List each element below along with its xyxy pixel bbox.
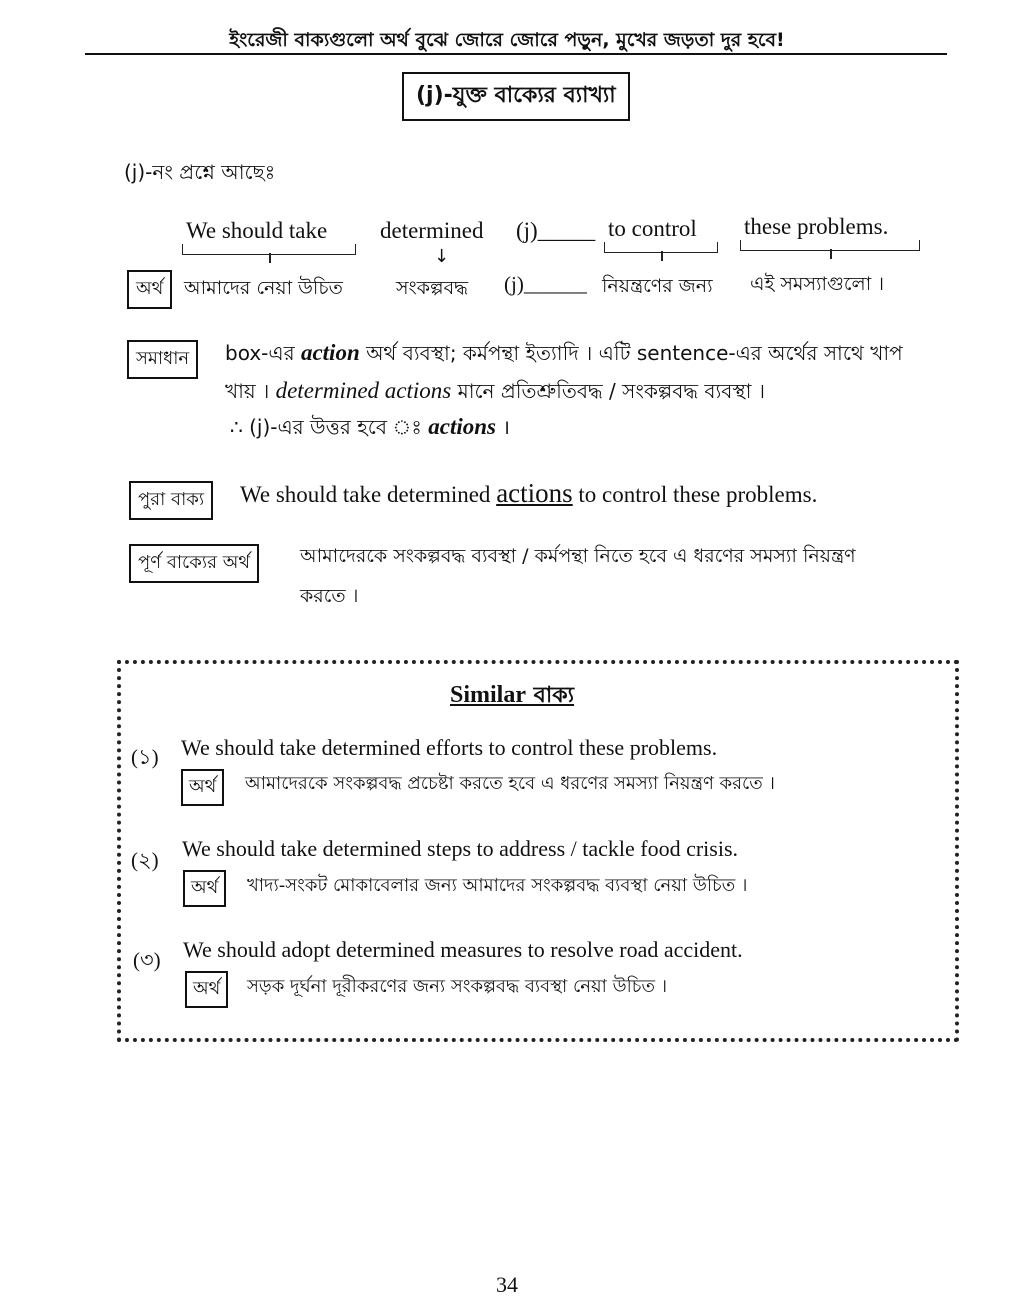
solution-line-3c: । <box>495 415 510 439</box>
bracket-5 <box>740 240 920 251</box>
meaning-part-4: নিয়ন্ত্রণের জন্য <box>602 275 713 297</box>
bracket-4 <box>604 242 718 253</box>
similar-item-3-bn: সড়ক দূর্ঘনা দূরীকরণের জন্য সংকল্পবদ্ধ ব্যবস্থা নেয়া উচিত । <box>247 976 668 997</box>
full-sentence-answer: actions <box>496 478 573 508</box>
page-header: ইংরেজী বাক্যগুলো অর্থ বুঝে জোরে জোরে পড়ুন, মুখের জড়তা দুর হবে! <box>229 29 785 51</box>
full-sentence-a: We should take determined <box>240 482 497 507</box>
header-rule <box>85 53 947 55</box>
meaning-label-box: অর্থ <box>127 270 172 309</box>
page-number: 34 <box>496 1272 518 1297</box>
full-sentence-b: to control these problems. <box>572 482 818 507</box>
down-arrow-icon: ↓ <box>434 246 450 267</box>
solution-answer: actions <box>428 414 496 439</box>
solution-line-2c: মানে প্রতিশ্রুতিবদ্ধ / সংকল্পবদ্ধ ব্যবস্থা । <box>451 379 765 403</box>
solution-line-1c: অর্থ ব্যবস্থা; কর্মপন্থা ইত্যাদি । এটি sentence-এর অর্থের সাথে খাপ <box>359 341 903 365</box>
solution-line-3a: ∴ (j)-এর উত্তর হবে ঃ <box>230 415 429 439</box>
solution-line-1 <box>225 334 955 372</box>
similar-item-3-num: (৩) <box>133 948 161 972</box>
similar-item-1-bn: আমাদেরকে সংকল্পবদ্ধ প্রচেষ্টা করতে হবে এ ধরণের সমস্যা নিয়ন্ত্রণ করতে । <box>245 773 775 794</box>
question-label: (j)-নং প্রশ্নে আছেঃ <box>124 160 276 184</box>
bracket-1 <box>182 244 356 255</box>
similar-item-3-meaning-box: অর্থ <box>185 971 228 1008</box>
meaning-part-5: এই সমস্যাগুলো । <box>750 273 885 295</box>
similar-title-bn: বাক্য <box>526 683 575 708</box>
solution-line-2 <box>225 372 955 410</box>
sentence-part-3: (j)_____ <box>516 218 596 243</box>
sentence-part-1: We should take <box>186 218 328 243</box>
similar-title-en: Similar <box>450 682 526 708</box>
similar-item-2-en: We should take determined steps to address / tackle food crisis. <box>182 836 739 861</box>
section-title: (j)-যুক্ত বাক্যের ব্যাখ্যা <box>402 72 630 121</box>
solution-line-1a: box-এর <box>225 341 301 365</box>
sentence-part-2: determined <box>380 218 484 243</box>
similar-item-1-meaning-box: অর্থ <box>181 769 224 806</box>
meaning-part-2: সংকল্পবদ্ধ <box>396 277 469 299</box>
similar-item-3-en: We should adopt determined measures to resolve road accident. <box>183 937 743 962</box>
solution-label-box: সমাধান <box>127 340 198 379</box>
sentence-part-5: these problems. <box>744 214 889 239</box>
full-meaning-line-1: আমাদেরকে সংকল্পবদ্ধ ব্যবস্থা / কর্মপন্থা নিতে হবে এ ধরণের সমস্যা নিয়ন্ত্রণ <box>300 545 856 567</box>
similar-item-2-bn: খাদ্য-সংকট মোকাবেলার জন্য আমাদের সংকল্পবদ্ধ ব্যবস্থা নেয়া উচিত । <box>247 875 748 896</box>
full-meaning-label-box: পূর্ণ বাক্যের অর্থ <box>129 544 259 583</box>
similar-item-1-num: (১) <box>131 745 159 769</box>
full-sentence-label-box: পুরা বাক্য <box>129 481 213 520</box>
full-meaning-line-2: করতে । <box>300 585 359 607</box>
solution-determined-actions: determined actions <box>275 378 452 403</box>
similar-item-2-num: (২) <box>131 848 159 872</box>
solution-line-2a: খায় । <box>225 379 276 403</box>
similar-title <box>450 678 574 715</box>
solution-line-3 <box>230 408 930 446</box>
meaning-part-3: (j)______ <box>504 272 587 296</box>
full-sentence-text <box>240 478 950 509</box>
sentence-part-4: to control <box>608 216 697 241</box>
similar-item-2-meaning-box: অর্থ <box>183 870 226 907</box>
similar-item-1-en: We should take determined efforts to control these problems. <box>181 735 718 760</box>
meaning-part-1: আমাদের নেয়া উচিত <box>184 277 343 299</box>
solution-action-word: action <box>300 340 360 365</box>
